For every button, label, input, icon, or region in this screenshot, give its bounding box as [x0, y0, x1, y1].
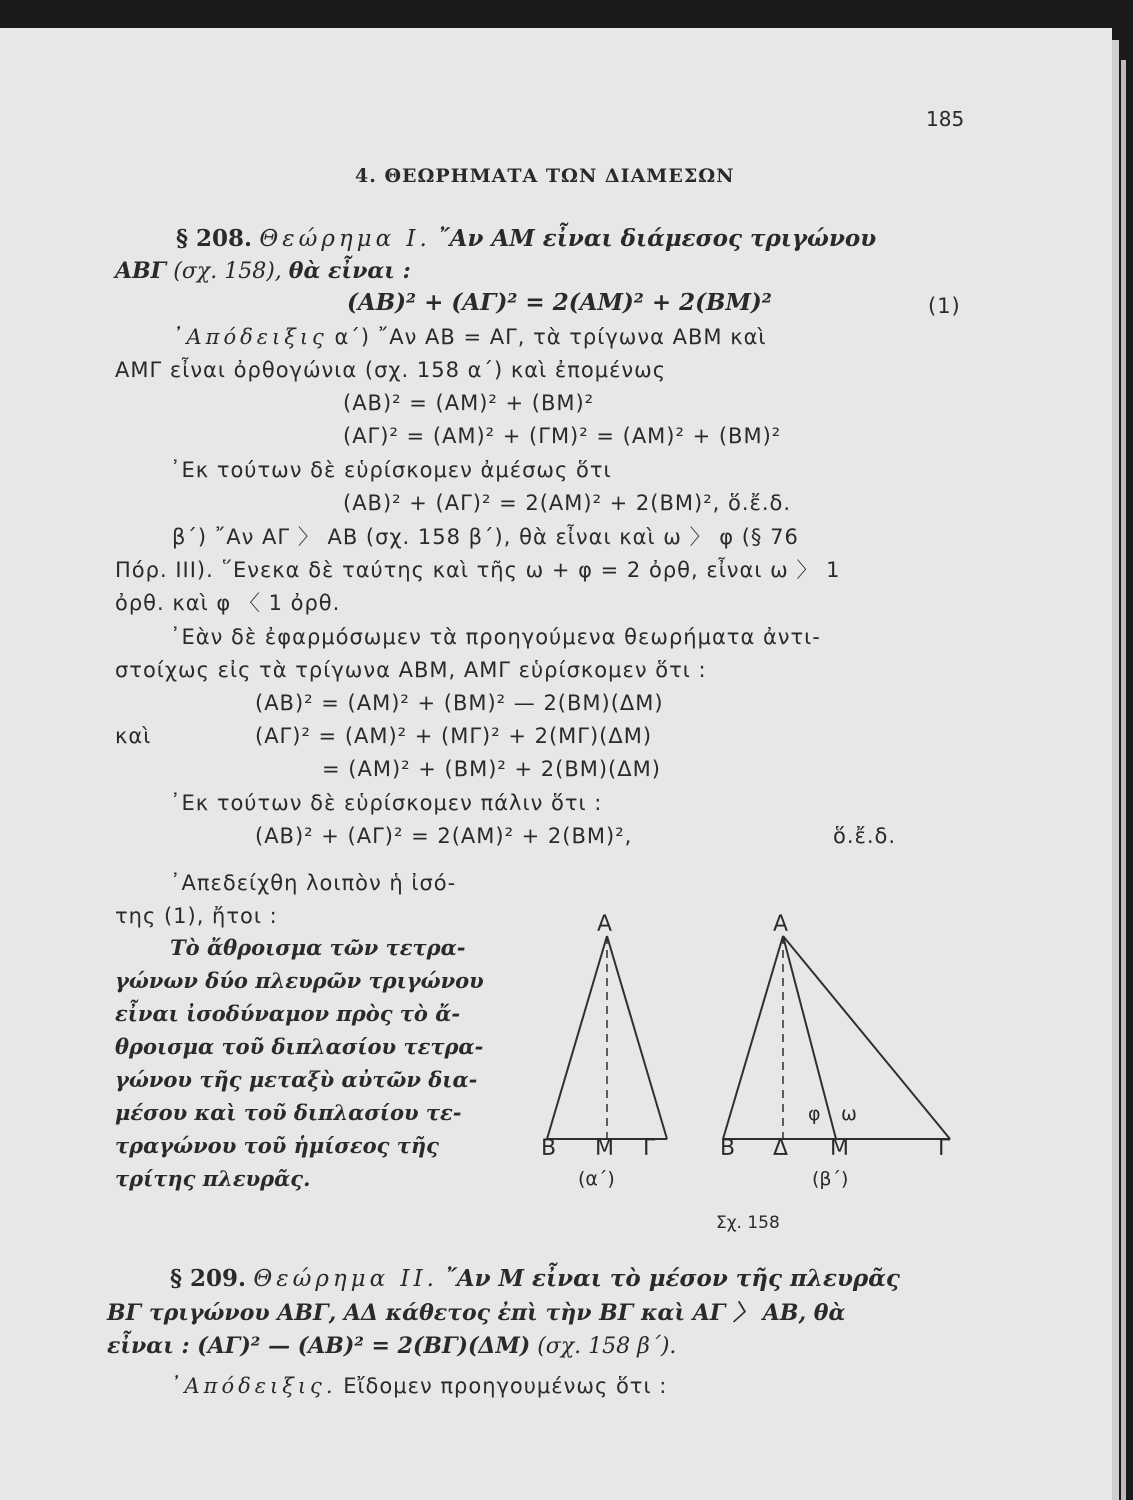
figure-158-drawing [520, 908, 980, 1188]
page-edge [1121, 60, 1126, 1500]
triangle-a-side-ab [547, 936, 607, 1139]
equation-8-qed: ὅ.ἔ.δ. [833, 824, 897, 848]
proof-b-line6: ᾿Εκ τούτων δὲ εὑρίσκομεν πάλιν ὅτι : [170, 791, 603, 815]
label-b-apex: Α [773, 912, 789, 937]
proof-b-line2: Πόρ. ΙΙΙ). ῞Ενεκα δὲ ταύτης καὶ τῆς ω + φ = 2 ὀρθ, εἶναι ω 〉 1 [115, 558, 841, 582]
proof-a-line2: ΑΜΓ εἶναι ὀρθογώνια (σχ. 158 α΄) καὶ ἐπομένως [115, 358, 667, 382]
theorem-208-heading [176, 226, 876, 252]
theorem-209-heading [170, 1266, 900, 1292]
proof-label: ᾿Απόδειξις [172, 325, 328, 349]
theorem-statement: ῎Αν Μ εἶναι τὸ μέσον τῆς πλευρᾶς [445, 1265, 900, 1292]
equation-1-number: (1) [928, 294, 961, 318]
equation-3: (ΑΓ)² = (ΑΜ)² + (ΓΜ)² = (ΑΜ)² + (ΒΜ)² [343, 424, 782, 448]
equation-5: (ΑΒ)² = (ΑΜ)² + (ΒΜ)² — 2(ΒΜ)(ΔΜ) [255, 691, 664, 715]
proof-209-line: ᾿Απόδειξις. Εἴδομεν προηγουμένως ὅτι : [170, 1374, 668, 1398]
label-a-b: Β [541, 1136, 557, 1161]
proof-b-line5: στοίχως εἰς τὰ τρίγωνα ΑΒΜ, ΑΜΓ εὑρίσκομεν ὅτι : [115, 658, 707, 682]
page-edge [1112, 40, 1119, 1500]
statement-line: θροισμα τοῦ διπλασίου τετρα- [115, 1034, 484, 1059]
proof-a-line3: ᾿Εκ τούτων δὲ εὑρίσκομεν ἀμέσως ὅτι [170, 458, 612, 482]
caption-b: (β΄) [812, 1168, 849, 1190]
equation-1: (ΑΒ)² + (ΑΓ)² = 2(ΑΜ)² + 2(ΒΜ)² [347, 289, 772, 316]
equation-2: (ΑΒ)² = (ΑΜ)² + (ΒΜ)² [343, 391, 595, 415]
statement-line: τρίτης πλευρᾶς. [115, 1166, 311, 1191]
label-phi: φ [808, 1103, 821, 1125]
caption-a: (α΄) [578, 1168, 615, 1190]
proof-b-line3: ὀρθ. καὶ φ 〈 1 ὀρθ. [115, 591, 341, 615]
triangle-a-side-ag [607, 936, 667, 1139]
theorem-208-line2: ΑΒΓ (σχ. 158), θὰ εἶναι : [115, 258, 411, 284]
conclusion-line1: ᾿Απεδείχθη λοιπὸν ἡ ἰσό- [170, 871, 457, 895]
conclusion-line2: της (1), ἤτοι : [115, 904, 278, 928]
statement-line: μέσου καὶ τοῦ διπλασίου τε- [115, 1100, 462, 1125]
page-number: 185 [926, 107, 965, 131]
section-number: § 209. [170, 1265, 247, 1292]
figure-label: Σχ. 158 [716, 1213, 780, 1233]
theorem-209-line2: ΒΓ τριγώνου ΑΒΓ, ΑΔ κάθετος ἐπὶ τὴν ΒΓ καὶ ΑΓ 〉 ΑΒ, θὰ [107, 1300, 846, 1326]
proof-label: ᾿Απόδειξις. [170, 1374, 337, 1398]
section-number: § 208. [176, 225, 253, 252]
statement-line: Τὸ ἄθροισμα τῶν τετρα- [170, 935, 466, 960]
proof-a-line1: ᾿Απόδειξις α΄) ῎Αν ΑΒ = ΑΓ, τὰ τρίγωνα ΑΒΜ καὶ [172, 325, 767, 349]
theorem-label: Θεώρημα Ι. [259, 226, 431, 252]
statement-line: εἶναι ἰσοδύναμον πρὸς τὸ ἄ- [115, 1001, 461, 1026]
label-a-m: Μ [595, 1136, 614, 1161]
statement-line: γώνου τῆς μεταξὺ αὐτῶν δια- [115, 1067, 478, 1092]
label-b-m: Μ [830, 1136, 849, 1161]
proof-b-line1: β΄) ῎Αν ΑΓ 〉 ΑΒ (σχ. 158 β΄), θὰ εἶναι καὶ ω 〉 φ (§ 76 [172, 525, 799, 549]
equation-7: = (ΑΜ)² + (ΒΜ)² + 2(ΒΜ)(ΔΜ) [322, 757, 661, 781]
label-omega: ω [841, 1103, 857, 1125]
statement-line: τραγώνου τοῦ ἡμίσεος τῆς [115, 1133, 439, 1158]
label-b-g: Γ [938, 1136, 951, 1161]
theorem-label: Θεώρημα ΙΙ. [253, 1266, 438, 1292]
proof-b-line4: ᾿Εὰν δὲ ἐφαρμόσωμεν τὰ προηγούμενα θεωρήματα ἀντι- [170, 625, 821, 649]
section-title: 4. ΘΕΩΡΗΜΑΤΑ ΤΩΝ ΔΙΑΜΕΣΩΝ [355, 165, 735, 187]
statement-line: γώνων δύο πλευρῶν τριγώνου [115, 968, 484, 993]
label-b-d: Δ [773, 1136, 789, 1161]
book-page [0, 28, 1112, 1500]
label-a-g: Γ [643, 1136, 656, 1161]
equation-4: (ΑΒ)² + (ΑΓ)² = 2(ΑΜ)² + 2(ΒΜ)², ὅ.ἔ.δ. [343, 491, 792, 515]
equation-8: (ΑΒ)² + (ΑΓ)² = 2(ΑΜ)² + 2(ΒΜ)², [255, 824, 633, 848]
kai-word: καὶ [115, 724, 152, 748]
label-a-apex: Α [597, 912, 613, 937]
theorem-209-line3: εἶναι : (ΑΓ)² — (ΑΒ)² = 2(ΒΓ)(ΔΜ) (σχ. 158 β΄). [107, 1333, 677, 1359]
equation-6: (ΑΓ)² = (ΑΜ)² + (ΜΓ)² + 2(ΜΓ)(ΔΜ) [255, 724, 653, 748]
triangle-b-side-ab [723, 936, 783, 1139]
theorem-statement: ῎Αν ΑΜ εἶναι διάμεσος τριγώνου [438, 225, 877, 252]
label-b-b: Β [720, 1136, 736, 1161]
